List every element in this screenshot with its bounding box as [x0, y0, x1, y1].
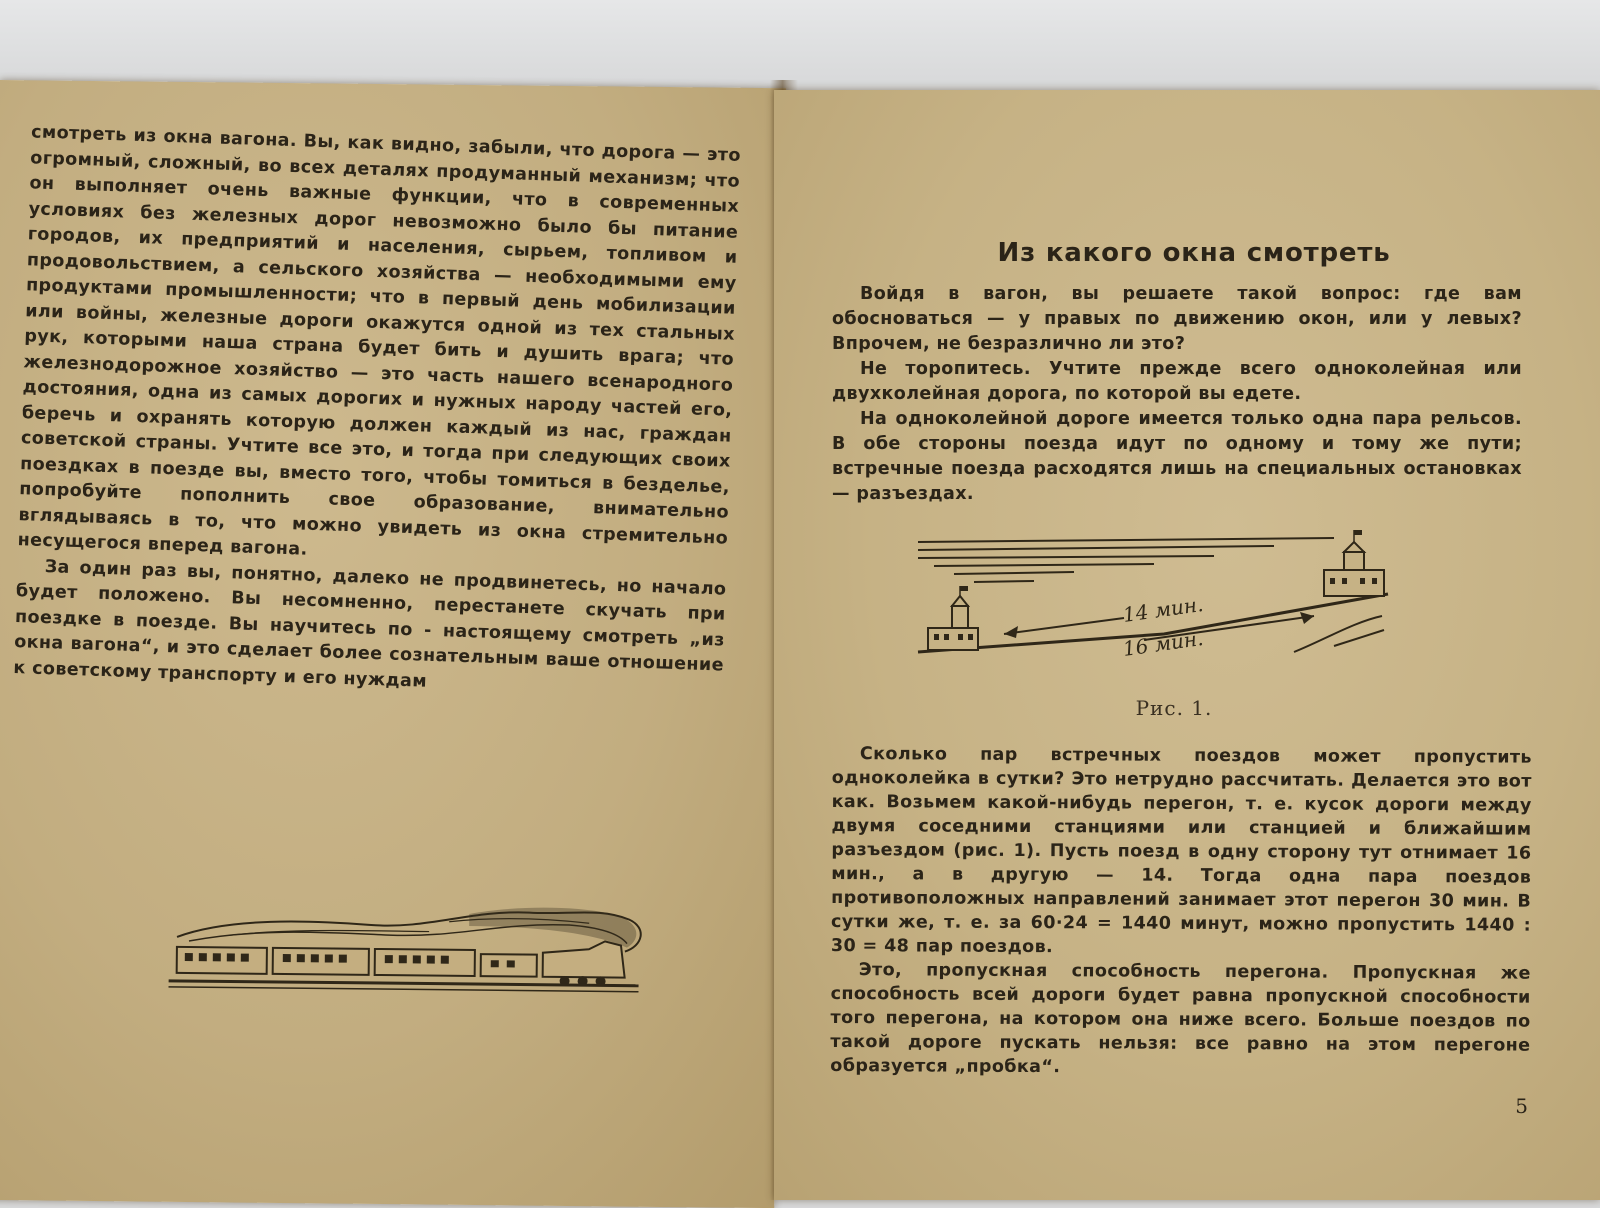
right-page-top-text — [832, 282, 1522, 507]
figure-label-14: 14 мин. — [1121, 591, 1205, 627]
page-number: 5 — [1515, 1094, 1528, 1118]
right-paragraph-5: Это, пропускная способность перегона. Пропускная же способность всей дороги будет равна пропускной способности того перегона, на котором она ниже всего. Больше поездов по такой дороге пускать нельзя: все равно на этом перегоне образуется „пробка“. — [830, 960, 1531, 1078]
right-paragraph-1: Войдя в вагон, вы решаете такой вопрос: где вам обосноваться — у правых по движению окон, или у левых? Впрочем, не безразлично ли это? — [832, 284, 1522, 354]
right-paragraph-3: На одноколейной дороге имеется только одна пара рельсов. В обе стороны поезда идут по одному и тому же пути; встречные поезда расходятся лишь на специальных остановках — разъездах. — [832, 409, 1522, 504]
left-page-text — [13, 120, 741, 704]
figure-label-16: 16 мин. — [1121, 625, 1205, 661]
right-page-bottom-text — [830, 742, 1532, 1082]
left-page — [0, 80, 786, 1208]
right-paragraph-4: Сколько пар встречных поездов может пропустить одноколейка в сутки? Это нетрудно рассчитать. Делается это вот как. Возьмем какой-нибудь перегон, т. е. кусок дороги между двумя соседними станциями или станцией и ближайшим разъездом (рис. 1). Пусть поезд в одну сторону тут отнимает 16 мин., а в другую — 14. Тогда одна пара поездов противоположных направлений занимает этот перегон 30 мин. В сутки же, т. е. за 60·24 = 1440 минут, можно пропустить 1440 : 30 = 48 пар поездов. — [830, 744, 1532, 958]
right-paragraph-2: Не торопитесь. Учтите прежде всего одноколейная или двухколейная дорога, по которой вы едете. — [832, 359, 1522, 404]
left-paragraph-2: За один раз вы, понятно, далеко не продвинетесь, но начало будет положено. Вы несомненно, перестанете скучать при поездке в поезде. Вы научитесь по - настоящему смотреть „из окна вагона“, и это сделает более сознательным ваше отношение к советскому транспорту и его нуждам — [13, 556, 727, 692]
train-illustration — [168, 897, 649, 1012]
figure-caption: Рис. 1. — [1135, 696, 1213, 720]
right-page — [774, 90, 1600, 1200]
figure-1-track-diagram — [914, 530, 1394, 670]
chapter-heading: Из какого окна смотреть — [997, 238, 1391, 268]
left-paragraph-1: смотреть из окна вагона. Вы, как видно, забыли, что дорога — это огромный, сложный, во всех деталях продуманный механизм; что он выполняет очень важные функции, что в современных условиях без железных дорог невозможно было бы питание городов, их предприятий и населения, сырьем, топливом и продовольствием, а сельского хозяйства — необходимыми ему продуктами промышленности; что в первый день мобилизации или войны, железные дороги окажутся одной из тех стальных рук, которыми наша страна будет бить и душить врага; что железнодорожное хозяйство — это часть нашего всенародного достояния, одна из самых дорогих и нужных народу частей его, беречь и охранять которую должен каждый из нас, граждан советской страны. Учтите все это, и тогда при следующих своих поездках в поезде вы, вместо того, чтобы томиться в безделье, попробуйте пополнить свое образование, внимательно вглядываясь в то, что можно увидеть из окна стремительно несущегося вперед вагона. — [17, 122, 742, 560]
